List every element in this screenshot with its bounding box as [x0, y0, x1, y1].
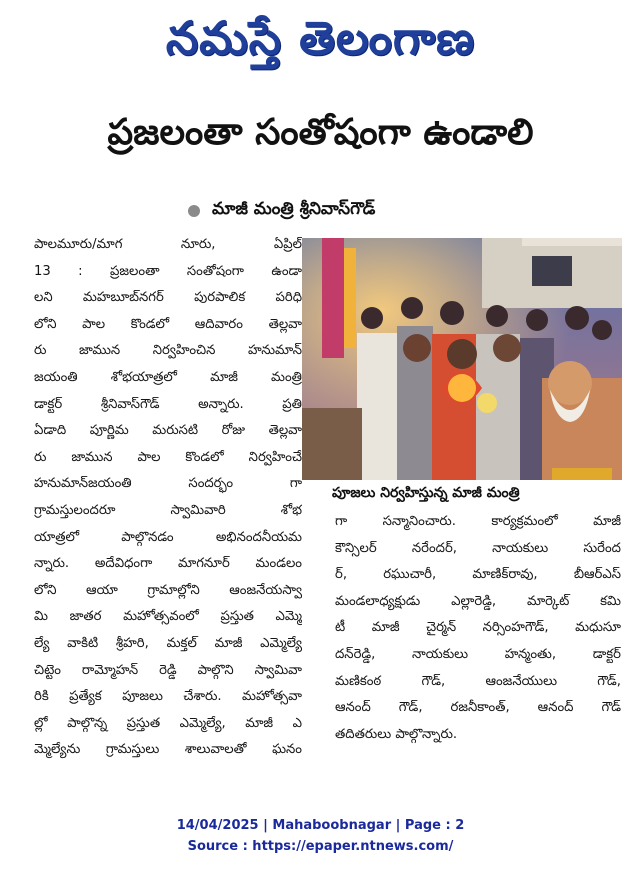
body-line: తదితరులు పాల్గొన్నారు.: [335, 726, 458, 742]
body-line: గ్రామస్తులందరూ స్వామివారి శోభ: [34, 502, 302, 518]
article-photo: [302, 238, 622, 480]
body-line: రు జామున నిర్వహించిన హనుమాన్: [34, 343, 302, 359]
body-line: లోని ఆయా గ్రామాల్లోని ఆంజనేయస్వా: [34, 582, 302, 598]
article-byline: [188, 198, 375, 224]
byline-text: మాజీ మంత్రి శ్రీనివాస్‌గౌడ్: [212, 199, 376, 219]
masthead-title: నమస్తే తెలంగాణ: [165, 11, 476, 65]
body-line: ర్, రఘుచారీ, మాణిక్‌రావు, బీఆర్‌ఎస్: [335, 567, 621, 583]
body-line: మండలాధ్యక్షుడు ఎల్లారెడ్డి, మార్కెట్ కమి: [335, 593, 621, 609]
body-line: మణికంఠ గౌడ్, ఆంజనేయులు గౌడ్,: [335, 673, 621, 689]
body-line: మి జాతర మహోత్సవంలో ప్రస్తుత ఎమ్మె: [34, 609, 302, 625]
body-line: మ్మెల్యేను గ్రామస్తులు శాలువాలతో ఘనం: [34, 742, 302, 758]
body-line: డాక్టర్ శ్రీనివాస్‌గౌడ్ అన్నారు. ప్రతి: [34, 396, 302, 412]
body-line: కౌన్సిలర్ నరేందర్, నాయకులు సురేంద: [335, 540, 621, 556]
body-line: పాలమూరు/మాగ నూరు, ఏప్రిల్: [34, 237, 302, 252]
article-body-left-column: [34, 232, 302, 764]
bullet-icon: [188, 205, 200, 217]
body-line: ల్యే వాకిటి శ్రీహరి, మక్తల్ మాజీ ఎమ్మెల్యే: [34, 635, 302, 651]
source-link[interactable]: Source : https://epaper.ntnews.com/: [187, 839, 454, 854]
body-line: రు జామున పాల కొండలో నిర్వహించే: [34, 449, 302, 465]
body-line: చిట్టెం రామ్మోహన్ రెడ్డి పాల్గొని స్వామివా: [34, 662, 302, 678]
body-line: ఏడాది పూర్ణిమ మరుసటి రోజు తెల్లవా: [34, 423, 302, 439]
body-line: దన్‌రెడ్డి, నాయకులు హన్మంతు, డాక్టర్: [335, 646, 621, 662]
body-line: లని మహబూబ్‌నగర్ పురపాలిక పరిధి: [34, 290, 302, 306]
body-line: జయంతి శోభయాత్రలో మాజీ మంత్రి: [34, 369, 302, 385]
newspaper-masthead: [0, 12, 641, 76]
body-line: రికి ప్రత్యేక పూజలు చేశారు. మహోత్సవా: [34, 689, 302, 705]
body-line: గా సన్మానించారు. కార్యక్రమంలో మాజీ: [335, 514, 621, 529]
body-line: టీ మాజీ చైర్మన్ నర్సింహగౌడ్, మధుసూ: [335, 620, 621, 636]
article-headline: ప్రజలంతా సంతోషంగా ఉండాలి: [107, 112, 534, 153]
body-line: ఆనంద్ గౌడ్, రజనీకాంత్, ఆనంద్ గౌడ్: [335, 700, 621, 716]
article-body-right-column: [335, 509, 621, 748]
body-line: 13 : ప్రజలంతా సంతోషంగా ఉండా: [34, 263, 302, 279]
body-line: లోని పాల కొండలో ఆదివారం తెల్లవా: [34, 316, 302, 332]
procession-photo-image: [302, 238, 622, 480]
body-line: ల్లో పాల్గొన్న ప్రస్తుత ఎమ్మెల్యే, మాజీ ఎ: [34, 715, 302, 731]
photo-caption: పూజలు నిర్వహిస్తున్న మాజీ మంత్రి: [332, 485, 520, 501]
edition-info: 14/04/2025 | Mahaboobnagar | Page : 2: [176, 818, 465, 833]
body-line: యాత్రలో పాల్గొనడం అభినందనీయమ: [34, 529, 302, 545]
body-line: హనుమాన్‌జయంతి సందర్భం గా: [34, 476, 302, 492]
body-line: న్నారు. అదేవిధంగా మాగనూర్ మండలం: [34, 556, 302, 572]
